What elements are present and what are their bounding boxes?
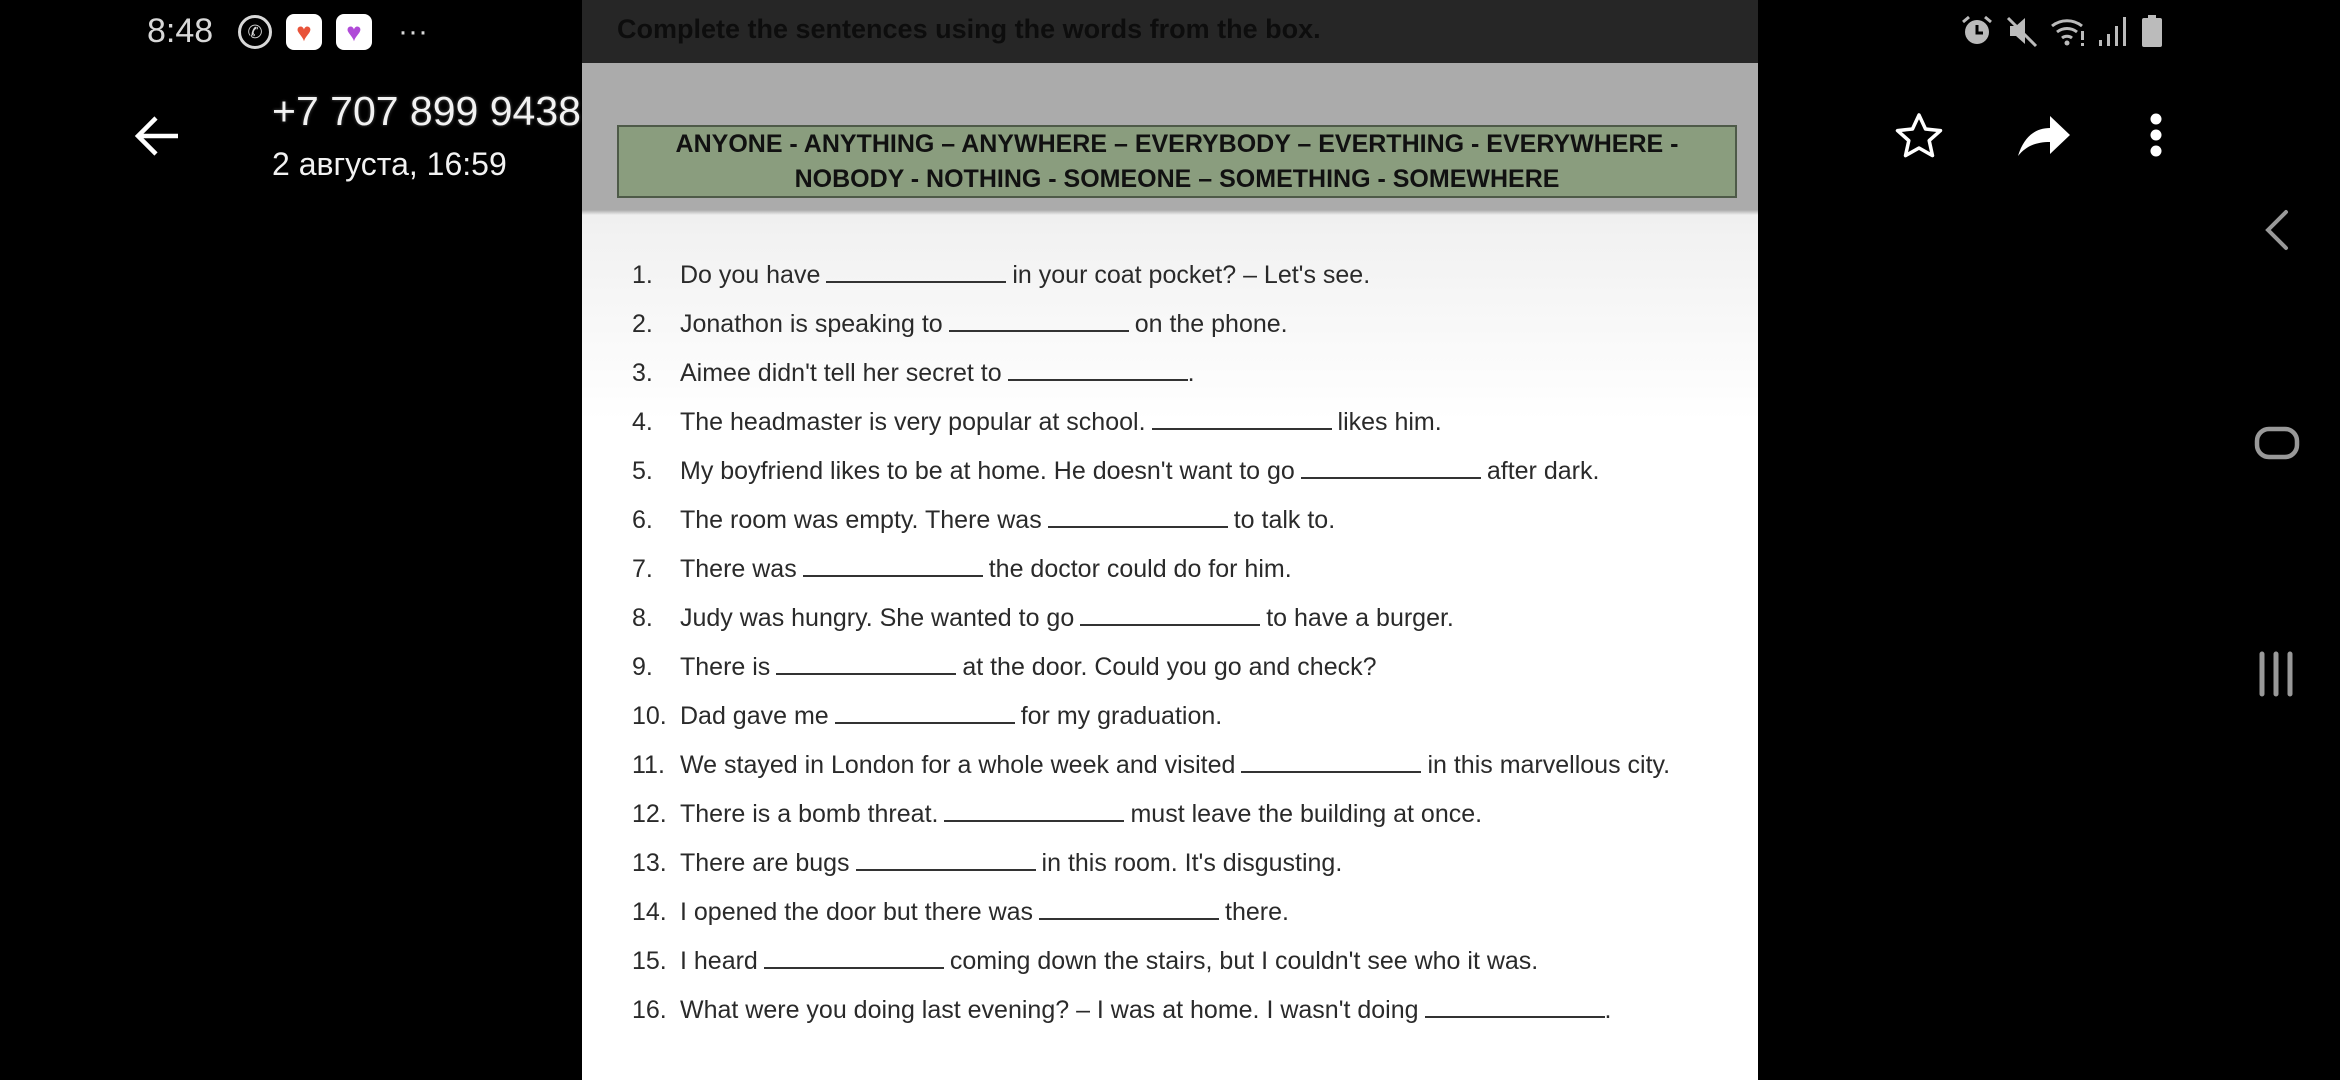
sentence-text <box>680 698 1692 734</box>
answer-blank <box>1008 357 1188 381</box>
sentence-before: I opened the door but there was <box>680 898 1034 926</box>
nav-home-icon[interactable] <box>2254 420 2300 466</box>
wifi-icon <box>2050 14 2086 48</box>
sentence-item <box>632 992 1692 1028</box>
sentence-before: I heard <box>680 947 758 975</box>
sentence-after: in this marvellous city. <box>1427 751 1671 779</box>
more-notifications-icon: ··· <box>398 15 428 48</box>
word-box-line: ANYONE - ANYTHING – ANYWHERE – EVERYBODY – EVERTHING - EVERYWHERE - <box>675 130 1679 158</box>
sentence-after: at the door. Could you go and check? <box>962 653 1377 681</box>
sentence-before: We stayed in London for a whole week and visited <box>680 751 1236 779</box>
sentence-after: for my graduation. <box>1020 702 1223 730</box>
sentence-number: 12. <box>632 800 667 828</box>
sentence-before: There are bugs <box>680 849 850 877</box>
likee-app-icon: ♥ <box>336 14 372 50</box>
sentence-before: There is <box>680 653 771 681</box>
sentence-after: likes him. <box>1337 408 1442 436</box>
answer-blank <box>1425 994 1605 1018</box>
sentence-before: Dad gave me <box>680 702 829 730</box>
sentence-item <box>632 943 1692 979</box>
worksheet-instruction: Complete the sentences using the words from the box. <box>617 14 1321 44</box>
answer-blank <box>835 700 1015 724</box>
sentence-item <box>632 306 1692 342</box>
sentence-number: 8. <box>632 604 653 632</box>
sentence-item <box>632 747 1692 783</box>
whatsapp-icon: ✆ <box>238 15 272 49</box>
sentence-number: 6. <box>632 506 653 534</box>
word-box-line: NOBODY - NOTHING - SOMEONE – SOMETHING - SOMEWHERE <box>794 165 1560 193</box>
sentence-before: Do you have <box>680 261 821 289</box>
sentence-text <box>680 551 1692 587</box>
more-options-icon[interactable] <box>2146 112 2166 162</box>
sentence-text <box>680 600 1692 636</box>
sentence-item <box>632 796 1692 832</box>
sentence-before: There is a bomb threat. <box>680 800 939 828</box>
sentence-text <box>680 894 1692 930</box>
answer-blank <box>803 553 983 577</box>
sentence-number: 3. <box>632 359 653 387</box>
sentence-after: on the phone. <box>1134 310 1288 338</box>
sentence-after: . <box>1604 996 1612 1024</box>
sentence-before: The headmaster is very popular at school. <box>680 408 1146 436</box>
sentence-number: 15. <box>632 947 667 975</box>
sentence-item <box>632 845 1692 881</box>
sender-name: +7 707 899 9438 <box>272 88 581 134</box>
sentence-text <box>680 306 1692 342</box>
sentence-number: 11. <box>632 751 665 779</box>
battery-icon <box>2140 14 2164 48</box>
sentence-number: 13. <box>632 849 667 877</box>
answer-blank <box>776 651 956 675</box>
sentence-number: 2. <box>632 310 653 338</box>
status-time: 8:48 <box>147 12 214 50</box>
sentence-text <box>680 404 1692 440</box>
sentence-after: there. <box>1225 898 1289 926</box>
sentence-item <box>632 453 1692 489</box>
sentence-number: 7. <box>632 555 653 583</box>
sentence-text <box>680 943 1692 979</box>
sentence-number: 9. <box>632 653 653 681</box>
word-box <box>617 125 1737 198</box>
sentence-number: 5. <box>632 457 653 485</box>
sentence-item <box>632 649 1692 685</box>
sentence-text <box>680 257 1692 293</box>
sentence-after: must leave the building at once. <box>1130 800 1483 828</box>
sentence-text <box>680 796 1692 832</box>
sentence-before: What were you doing last evening? – I was at home. I wasn't doing <box>680 996 1419 1024</box>
sentence-item <box>632 698 1692 734</box>
worksheet-top-bar <box>582 0 1758 63</box>
answer-blank <box>1080 602 1260 626</box>
sentence-before: Judy was hungry. She wanted to go <box>680 604 1075 632</box>
star-icon[interactable] <box>1894 112 1944 160</box>
likee-app-icon: ♥ <box>286 14 322 50</box>
answer-blank <box>826 259 1006 283</box>
share-icon[interactable] <box>2016 114 2072 158</box>
sentence-number: 4. <box>632 408 653 436</box>
sentence-item <box>632 551 1692 587</box>
sentence-after: in your coat pocket? – Let's see. <box>1012 261 1371 289</box>
sentence-text <box>680 502 1692 538</box>
sentence-after: to have a burger. <box>1266 604 1454 632</box>
sentence-text <box>680 992 1692 1028</box>
sentence-after: after dark. <box>1486 457 1600 485</box>
sentence-after: coming down the stairs, but I couldn't see who it was. <box>949 947 1539 975</box>
sentence-item <box>632 257 1692 293</box>
sentence-text <box>680 649 1692 685</box>
nav-recents-icon[interactable] <box>2256 648 2296 700</box>
sentence-before: Jonathon is speaking to <box>680 310 943 338</box>
message-datetime: 2 августа, 16:59 <box>272 146 507 182</box>
sentence-text <box>680 845 1692 881</box>
sentence-before: Aimee didn't tell her secret to <box>680 359 1002 387</box>
sentence-item <box>632 600 1692 636</box>
answer-blank <box>1152 406 1332 430</box>
sentence-after: . <box>1187 359 1195 387</box>
sentence-text <box>680 355 1692 391</box>
sentence-text <box>680 747 1692 783</box>
answer-blank <box>764 945 944 969</box>
alarm-icon <box>1960 14 1994 48</box>
nav-back-icon[interactable] <box>2262 208 2292 252</box>
sentence-list <box>632 257 1692 1041</box>
sentence-item <box>632 404 1692 440</box>
answer-blank <box>856 847 1036 871</box>
answer-blank <box>1301 455 1481 479</box>
sentence-item <box>632 502 1692 538</box>
signal-icon <box>2098 14 2128 48</box>
answer-blank <box>949 308 1129 332</box>
sentence-number: 16. <box>632 996 667 1024</box>
sentence-after: the doctor could do for him. <box>988 555 1292 583</box>
sentence-number: 10. <box>632 702 667 730</box>
back-arrow-icon[interactable] <box>132 112 182 160</box>
answer-blank <box>1039 896 1219 920</box>
sentence-before: The room was empty. There was <box>680 506 1042 534</box>
answer-blank <box>944 798 1124 822</box>
sentence-after: to talk to. <box>1233 506 1336 534</box>
sentence-before: My boyfriend likes to be at home. He doesn't want to go <box>680 457 1295 485</box>
answer-blank <box>1048 504 1228 528</box>
sentence-before: There was <box>680 555 797 583</box>
sentence-number: 14. <box>632 898 667 926</box>
sentence-text <box>680 453 1692 489</box>
worksheet-image[interactable] <box>582 0 1758 1080</box>
sentence-number: 1. <box>632 261 653 289</box>
sentence-item <box>632 894 1692 930</box>
mute-icon <box>2006 14 2038 48</box>
answer-blank <box>1241 749 1421 773</box>
sentence-after: in this room. It's disgusting. <box>1041 849 1343 877</box>
sentence-item <box>632 355 1692 391</box>
